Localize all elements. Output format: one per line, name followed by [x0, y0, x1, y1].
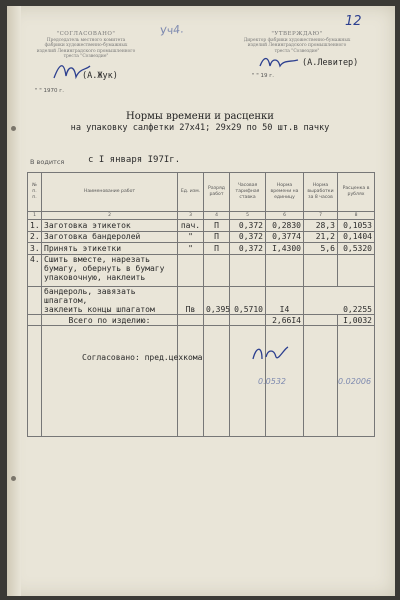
- agreed-label: Согласовано: пред.цехкома: [82, 353, 203, 362]
- column-header: № п. п.: [28, 173, 42, 212]
- signature-bottom-icon: [250, 343, 290, 365]
- column-header: Норма выработки за 8 часов: [304, 173, 338, 212]
- empty-cell: [42, 326, 178, 437]
- work-name-line: упаковочную, наклеить: [44, 272, 146, 282]
- stamp-line: Директор фабрики художественно-бумажных: [243, 37, 351, 43]
- total-row: [28, 314, 375, 326]
- work-name: Заготовка бандеролей: [42, 231, 178, 243]
- column-number: 8: [338, 212, 375, 220]
- empty-cell: [204, 254, 230, 286]
- rate: 0,1053: [338, 220, 375, 232]
- rate: 0,5320: [338, 243, 375, 255]
- output-norm: I4: [266, 286, 304, 314]
- column-number: 7: [304, 212, 338, 220]
- table-row: [28, 243, 375, 255]
- column-header: Норма времени на единицу: [266, 173, 304, 212]
- empty-cell: [204, 314, 230, 326]
- norms-table: [27, 172, 375, 437]
- work-name: [42, 254, 178, 286]
- empty-cell: [266, 254, 304, 286]
- empty-cell: [304, 326, 338, 437]
- empty-cell: [28, 326, 42, 437]
- table-blank-area: [28, 326, 375, 437]
- table-header-row: [28, 173, 375, 212]
- effective-date: с I января I97Iг.: [88, 155, 181, 165]
- document-title: Нормы времени и расценки: [126, 111, 274, 122]
- work-name: Заготовка этикеток: [42, 220, 178, 232]
- work-name: Принять этикетки: [42, 243, 178, 255]
- work-name-line: бандероль, завязать шпагатом,: [44, 286, 136, 305]
- grade: П: [204, 220, 230, 232]
- effective-label: В водится: [30, 158, 65, 166]
- stamp-title: "СОГЛАСОВАНО": [56, 31, 116, 37]
- signature-bottom: [250, 343, 290, 369]
- empty-cell: [204, 326, 230, 437]
- column-header: Наименование работ: [42, 173, 178, 212]
- column-number: 1: [28, 212, 42, 220]
- empty-cell: [28, 314, 42, 326]
- hourly-rate: 0,372: [230, 231, 266, 243]
- stamp-left-date: " " 1970 г.: [35, 88, 64, 94]
- stamp-line: фабрики художественно-бумажных: [44, 43, 128, 49]
- total-time: 2,66I4: [266, 314, 304, 326]
- output-norm: 5,6: [304, 243, 338, 255]
- time-norm: 0,2830: [266, 220, 304, 232]
- hourly-rate: 0,372: [230, 220, 266, 232]
- row-number: 1.: [28, 220, 42, 232]
- table-row: [28, 254, 375, 286]
- binding-hole: [11, 476, 16, 481]
- time-norm: 0,3774: [266, 231, 304, 243]
- stamp-line: треста "Созвездие": [274, 48, 320, 54]
- stamp-right-date: " " 19 г.: [252, 73, 274, 79]
- column-number: 6: [266, 212, 304, 220]
- signature-left-icon: [52, 60, 92, 82]
- empty-cell: [178, 326, 204, 437]
- empty-cell: [230, 314, 266, 326]
- pencil-note-left: 0.0532: [258, 377, 286, 386]
- approval-stamp-left: [26, 32, 146, 60]
- binding-spine: [7, 6, 21, 596]
- column-number-row: [28, 212, 375, 220]
- column-header: Часовая тарифная ставка: [230, 173, 266, 212]
- total-label: Всего по изделию:: [42, 314, 178, 326]
- pencil-note-right: 0.02006: [338, 377, 372, 386]
- stamp-title: "УТВЕРЖДАЮ": [271, 31, 323, 37]
- time-norm: 0,5710: [230, 286, 266, 314]
- table-row: [28, 231, 375, 243]
- page-number: 12: [345, 14, 362, 29]
- signature-right-icon: [258, 52, 300, 72]
- column-number: 5: [230, 212, 266, 220]
- hourly-rate: 0,395: [204, 286, 230, 314]
- pencil-annotation: Уч4.: [159, 22, 185, 39]
- empty-cell: [304, 254, 338, 286]
- work-name-line: Сшить вместе, нарезать: [44, 254, 150, 264]
- work-name: [42, 286, 178, 314]
- stamp-left-signatory: (А.Жук): [82, 71, 118, 81]
- time-norm: I,4300: [266, 243, 304, 255]
- rate: 0,1404: [338, 231, 375, 243]
- unit: ": [178, 243, 204, 255]
- unit: ": [178, 231, 204, 243]
- column-number: 2: [42, 212, 178, 220]
- output-norm: 28,3: [304, 220, 338, 232]
- work-name-line: заклеить концы шпагатом: [44, 304, 155, 314]
- column-header: Разряд работ: [204, 173, 230, 212]
- total-rate: I,0032: [338, 314, 375, 326]
- output-norm: 21,2: [304, 231, 338, 243]
- hourly-rate: 0,372: [230, 243, 266, 255]
- stamp-right-signatory: (А.Левитер): [302, 58, 359, 68]
- table-row: [28, 220, 375, 232]
- empty-cell: [178, 254, 204, 286]
- grade: П: [204, 243, 230, 255]
- stamp-line: изделий Ленинградского промышленного: [36, 48, 136, 54]
- stamp-line: изделий Ленинградского промышленного: [247, 43, 347, 49]
- empty-cell: [178, 314, 204, 326]
- empty-cell: [230, 254, 266, 286]
- column-number: 4: [204, 212, 230, 220]
- empty-cell: [28, 286, 42, 314]
- column-header: Ед. изм.: [178, 173, 204, 212]
- work-name-line: бумагу, обернуть в бумагу: [44, 263, 165, 273]
- unit: Пв: [178, 286, 204, 314]
- row-number: 4.: [28, 254, 42, 286]
- document-subtitle: на упаковку салфетки 27х41; 29х29 по 50 шт.в пачку: [70, 123, 330, 133]
- row-number: 3.: [28, 243, 42, 255]
- signature-left: [52, 60, 92, 87]
- stamp-line: Председатель местного комитета: [46, 37, 126, 43]
- grade: П: [204, 231, 230, 243]
- column-number: 3: [178, 212, 204, 220]
- empty-cell: [304, 314, 338, 326]
- row-number: 2.: [28, 231, 42, 243]
- empty-cell: [338, 254, 375, 286]
- stamp-line: треста "Созвездие": [63, 54, 109, 60]
- table-row: [28, 286, 375, 314]
- unit: пач.: [178, 220, 204, 232]
- column-header: Расценка в рублях: [338, 173, 375, 212]
- rate: 0,2255: [304, 286, 375, 314]
